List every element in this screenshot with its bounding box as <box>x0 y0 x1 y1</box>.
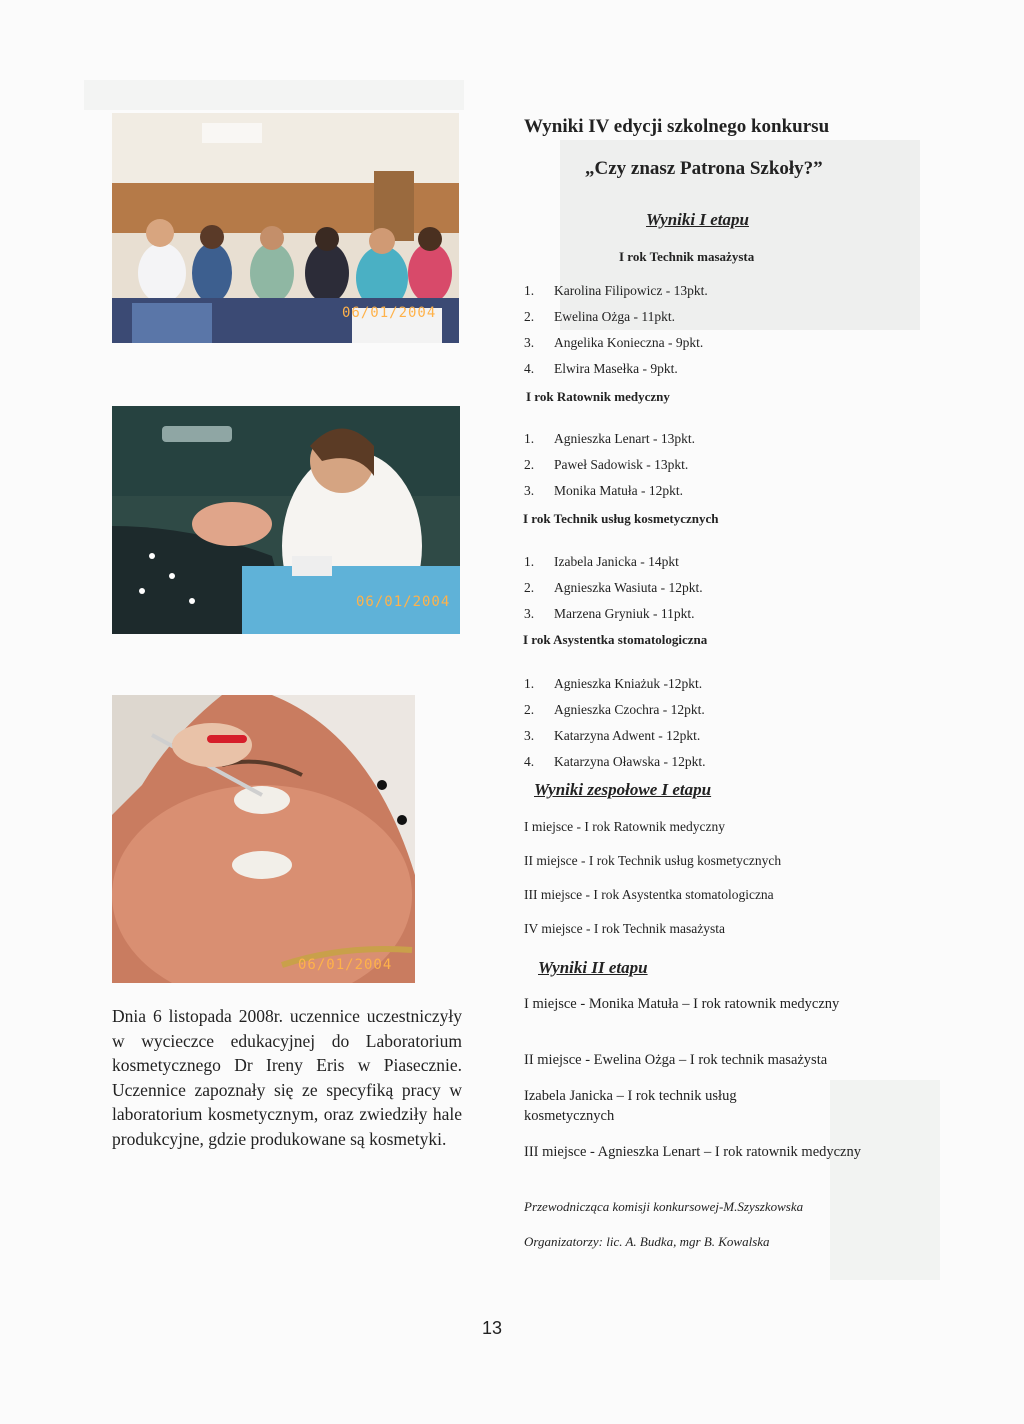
stage1-heading: Wyniki I etapu <box>646 210 749 229</box>
team-result: I miejsce - I rok Ratownik medyczny <box>524 819 725 834</box>
photo-eyelash-image <box>112 695 415 983</box>
page-number: 13 <box>482 1318 503 1338</box>
photo-date-stamp: 06/01/2004 <box>342 305 437 321</box>
organizers: Organizatorzy: lic. A. Budka, mgr B. Kowalska <box>524 1234 770 1249</box>
group-heading: I rok Asystentka stomatologiczna <box>523 632 708 647</box>
photo-audience <box>112 113 459 343</box>
group-heading: I rok Technik usług kosmetycznych <box>523 511 719 526</box>
list-item: 1. Agnieszka Kniażuk -12pkt. <box>524 676 703 691</box>
group-heading: I rok Technik masażysta <box>619 249 755 264</box>
stage2-heading: Wyniki II etapu <box>538 958 648 977</box>
team-result: III miejsce - I rok Asystentka stomatologiczna <box>524 887 774 902</box>
photo-cosmetician <box>112 406 460 634</box>
list-item: 3. Marzena Gryniuk - 11pkt. <box>524 606 695 621</box>
photo-date-stamp: 06/01/2004 <box>356 594 451 610</box>
committee-chair: Przewodnicząca komisji konkursowej-M.Szyszkowska <box>524 1199 804 1214</box>
trip-description: Dnia 6 listopada 2008r. uczennice uczestniczyły w wycieczce edukacyjnej do Laboratorium kosmetycznego Dr Ireny Eris w Piasecznie. Uczennice zapoznały się ze specyfiką pracy w laboratorium kosmetycznym, oraz zwiedziły hale produkcyjne, gdzie produkowane są kosmetyki. <box>112 1006 462 1149</box>
list-item: 1. Izabela Janicka - 14pkt <box>524 554 679 569</box>
list-item: 4. Katarzyna Oławska - 12pkt. <box>524 754 706 769</box>
list-item: 1. Agnieszka Lenart - 13pkt. <box>524 431 695 446</box>
group-heading: I rok Ratownik medyczny <box>526 389 670 404</box>
list-item: 3. Katarzyna Adwent - 12pkt. <box>524 728 701 743</box>
contest-subtitle: „Czy znasz Patrona Szkoły?” <box>585 158 823 179</box>
contest-title: Wyniki IV edycji szkolnego konkursu <box>524 116 830 137</box>
list-item: 2. Agnieszka Wasiuta - 12pkt. <box>524 580 703 595</box>
stage2-result: II miejsce - Ewelina Ożga – I rok technik masażysta <box>524 1052 828 1068</box>
stage2-result: III miejsce - Agnieszka Lenart – I rok ratownik medyczny <box>524 1144 861 1160</box>
list-item: 2. Agnieszka Czochra - 12pkt. <box>524 702 705 717</box>
list-item: 3. Monika Matuła - 12pkt. <box>524 483 683 498</box>
photo-date-stamp: 06/01/2004 <box>298 957 393 973</box>
stage2-result: Izabela Janicka – I rok technik usług kosmetycznych <box>524 1088 737 1124</box>
list-item: 3. Angelika Konieczna - 9pkt. <box>524 335 704 350</box>
list-item: 1. Karolina Filipowicz - 13pkt. <box>524 283 708 298</box>
team-result: II miejsce - I rok Technik usług kosmetycznych <box>524 853 782 868</box>
list-item: 4. Elwira Masełka - 9pkt. <box>524 361 678 376</box>
team-results-heading: Wyniki zespołowe I etapu <box>534 780 712 799</box>
photo-eyelash-treatment <box>112 695 415 983</box>
list-item: 2. Paweł Sadowisk - 13pkt. <box>524 457 689 472</box>
stage2-result: I miejsce - Monika Matuła – I rok ratownik medyczny <box>524 996 840 1012</box>
team-result: IV miejsce - I rok Technik masażysta <box>524 921 725 936</box>
bleed-through-shadow <box>84 80 464 110</box>
bleed-through-shadow <box>830 1080 940 1280</box>
list-item: 2. Ewelina Ożga - 11pkt. <box>524 309 675 324</box>
